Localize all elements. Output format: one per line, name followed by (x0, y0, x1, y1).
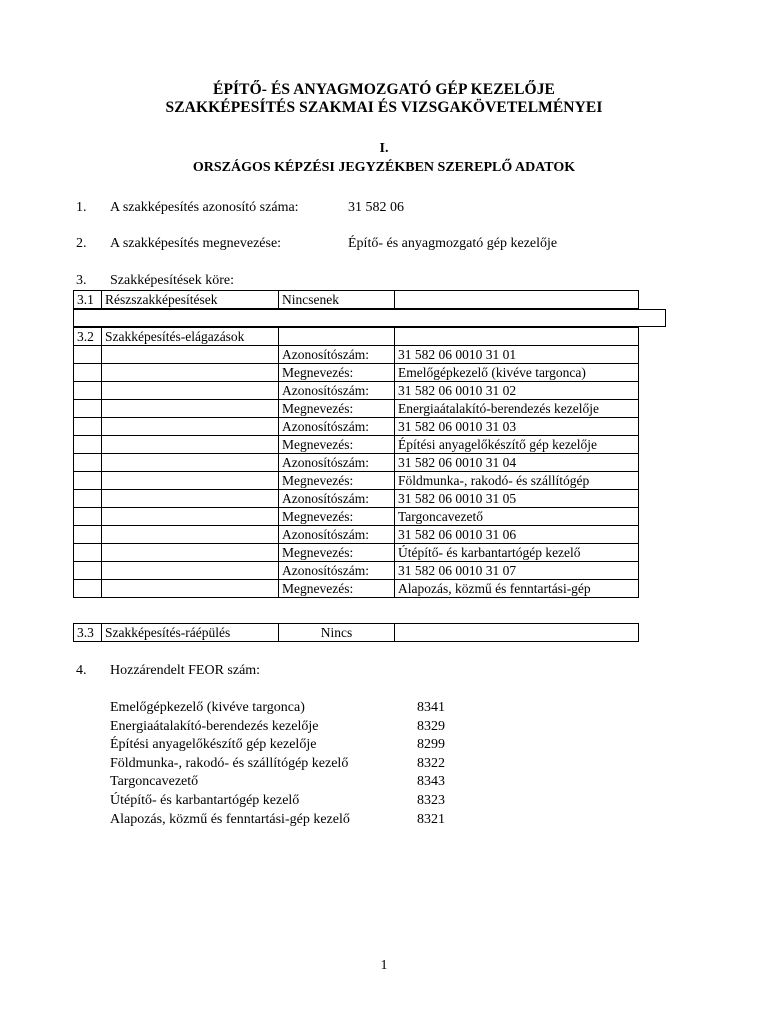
branches-table (73, 327, 639, 598)
branch-empty-label (102, 490, 279, 508)
feor-code: 8343 (417, 774, 445, 790)
feor-code: 8323 (417, 793, 445, 808)
row33-empty (395, 624, 639, 642)
branch-key: Azonosítószám: (279, 562, 395, 580)
branch-empty-num (74, 490, 102, 508)
table-row (74, 472, 639, 490)
branch-empty-label (102, 526, 279, 544)
branch-key: Megnevezés: (279, 436, 395, 454)
feor-occupation-name: Földmunka-, rakodó- és szállítógép kezelő (110, 755, 349, 771)
branch-key: Megnevezés: (279, 580, 395, 598)
branch-key: Azonosítószám: (279, 490, 395, 508)
branch-value: Útépítő- és karbantartógép kezelő (395, 544, 639, 562)
feor-code: 8299 (417, 737, 445, 753)
table-row (74, 364, 639, 382)
table-row (74, 454, 639, 472)
table-row (74, 508, 639, 526)
branch-key: Megnevezés: (279, 508, 395, 526)
branch-empty-label (102, 544, 279, 562)
branch-value: Energiaátalakító-berendezés kezelője (395, 400, 639, 418)
branch-empty-label (102, 364, 279, 382)
branch-empty-label (102, 472, 279, 490)
feor-code: 8329 (417, 718, 445, 734)
branch-value: 31 582 06 0010 31 04 (395, 454, 639, 472)
branch-value: Építési anyagelőkészítő gép kezelője (395, 436, 639, 454)
branch-value: 31 582 06 0010 31 03 (395, 418, 639, 436)
row33-value: Nincs (279, 624, 395, 642)
feor-occupation-name: Építési anyagelőkészítő gép kezelője (110, 737, 317, 753)
item4-number: 4. (76, 663, 87, 678)
branch-value: 31 582 06 0010 31 02 (395, 382, 639, 400)
branch-value: 31 582 06 0010 31 06 (395, 526, 639, 544)
document-title-line2: SZAKKÉPESÍTÉS SZAKMAI ÉS VIZSGAKÖVETELMÉNYEI (165, 99, 603, 116)
row31-empty (395, 291, 639, 309)
branch-empty-label (102, 580, 279, 598)
branch-empty-num (74, 508, 102, 526)
branch-empty-label (102, 562, 279, 580)
section-title: ORSZÁGOS KÉPZÉSI JEGYZÉKBEN SZEREPLŐ ADATOK (192, 160, 576, 175)
branch-key: Azonosítószám: (279, 382, 395, 400)
item1-label: A szakképesítés azonosító száma: (110, 200, 299, 215)
branch-empty-label (102, 436, 279, 454)
branch-value: Targoncavezető (395, 508, 639, 526)
branch-key: Azonosítószám: (279, 526, 395, 544)
branch-value: 31 582 06 0010 31 07 (395, 562, 639, 580)
row32-label: Szakképesítés-elágazások (102, 328, 279, 346)
table-row (74, 544, 639, 562)
table-row (74, 328, 639, 346)
branch-key: Azonosítószám: (279, 454, 395, 472)
addon-qualification-table (73, 623, 639, 642)
feor-occupation-name: Targoncavezető (110, 774, 199, 790)
branch-empty-label (102, 454, 279, 472)
branch-key: Azonosítószám: (279, 418, 395, 436)
row31-number: 3.1 (74, 291, 102, 309)
row32-empty-value (395, 328, 639, 346)
item2-number: 2. (76, 236, 87, 251)
branch-key: Megnevezés: (279, 544, 395, 562)
branch-empty-num (74, 418, 102, 436)
branch-empty-label (102, 382, 279, 400)
branch-empty-num (74, 544, 102, 562)
branch-value: 31 582 06 0010 31 05 (395, 490, 639, 508)
page-number: 1 (380, 958, 388, 973)
branch-key: Megnevezés: (279, 364, 395, 382)
branch-empty-label (102, 400, 279, 418)
branch-empty-num (74, 454, 102, 472)
feor-occupation-name: Útépítő- és karbantartógép kezelő (110, 793, 300, 808)
branch-empty-num (74, 580, 102, 598)
table-row (74, 624, 639, 642)
table-row (74, 400, 639, 418)
table-row (74, 418, 639, 436)
table-row (74, 490, 639, 508)
item3-label: Szakképesítések köre: (110, 273, 235, 288)
branch-value: Alapozás, közmű és fenntartási-gép (395, 580, 639, 598)
branch-empty-num (74, 364, 102, 382)
branch-empty-num (74, 400, 102, 418)
row32-empty-key (279, 328, 395, 346)
item1-number: 1. (76, 200, 87, 215)
branch-value: Emelőgépkezelő (kivéve targonca) (395, 364, 639, 382)
feor-code: 8321 (417, 811, 445, 827)
item1-value: 31 582 06 (348, 200, 404, 215)
table-row (74, 346, 639, 364)
branch-value: Földmunka-, rakodó- és szállítógép (395, 472, 639, 490)
section-number: I. (379, 141, 389, 156)
branch-empty-num (74, 436, 102, 454)
branch-empty-num (74, 382, 102, 400)
branch-empty-num (74, 472, 102, 490)
item3-number: 3. (76, 273, 87, 288)
row31-label: Részszakképesítések (102, 291, 279, 309)
branch-empty-num (74, 562, 102, 580)
table-row (74, 291, 639, 309)
feor-occupation-name: Alapozás, közmű és fenntartási-gép kezelő (110, 811, 350, 827)
row31-value: Nincsenek (279, 291, 395, 309)
row33-label: Szakképesítés-ráépülés (102, 624, 279, 642)
branch-empty-label (102, 346, 279, 364)
branch-key: Megnevezés: (279, 400, 395, 418)
table-row (74, 580, 639, 598)
branch-empty-label (102, 418, 279, 436)
branch-empty-label (102, 508, 279, 526)
feor-code: 8341 (417, 700, 445, 715)
item4-label: Hozzárendelt FEOR szám: (110, 663, 261, 678)
branch-key: Azonosítószám: (279, 346, 395, 364)
row32-number: 3.2 (74, 328, 102, 346)
spacer-cell (74, 310, 666, 327)
branch-value: 31 582 06 0010 31 01 (395, 346, 639, 364)
feor-code: 8322 (417, 755, 445, 771)
branch-key: Megnevezés: (279, 472, 395, 490)
spacer-table (73, 309, 666, 327)
document-title-line1: ÉPÍTŐ- ÉS ANYAGMOZGATÓ GÉP KEZELŐJE (213, 81, 555, 98)
row33-number: 3.3 (74, 624, 102, 642)
table-row (74, 382, 639, 400)
subqualification-table (73, 290, 639, 309)
item2-label: A szakképesítés megnevezése: (110, 236, 282, 251)
feor-occupation-name: Emelőgépkezelő (kivéve targonca) (110, 700, 305, 715)
feor-occupation-name: Energiaátalakító-berendezés kezelője (110, 718, 319, 734)
table-row (74, 562, 639, 580)
item2-value: Építő- és anyagmozgató gép kezelője (348, 236, 558, 251)
table-row (74, 436, 639, 454)
branch-empty-num (74, 526, 102, 544)
branch-empty-num (74, 346, 102, 364)
table-row (74, 526, 639, 544)
